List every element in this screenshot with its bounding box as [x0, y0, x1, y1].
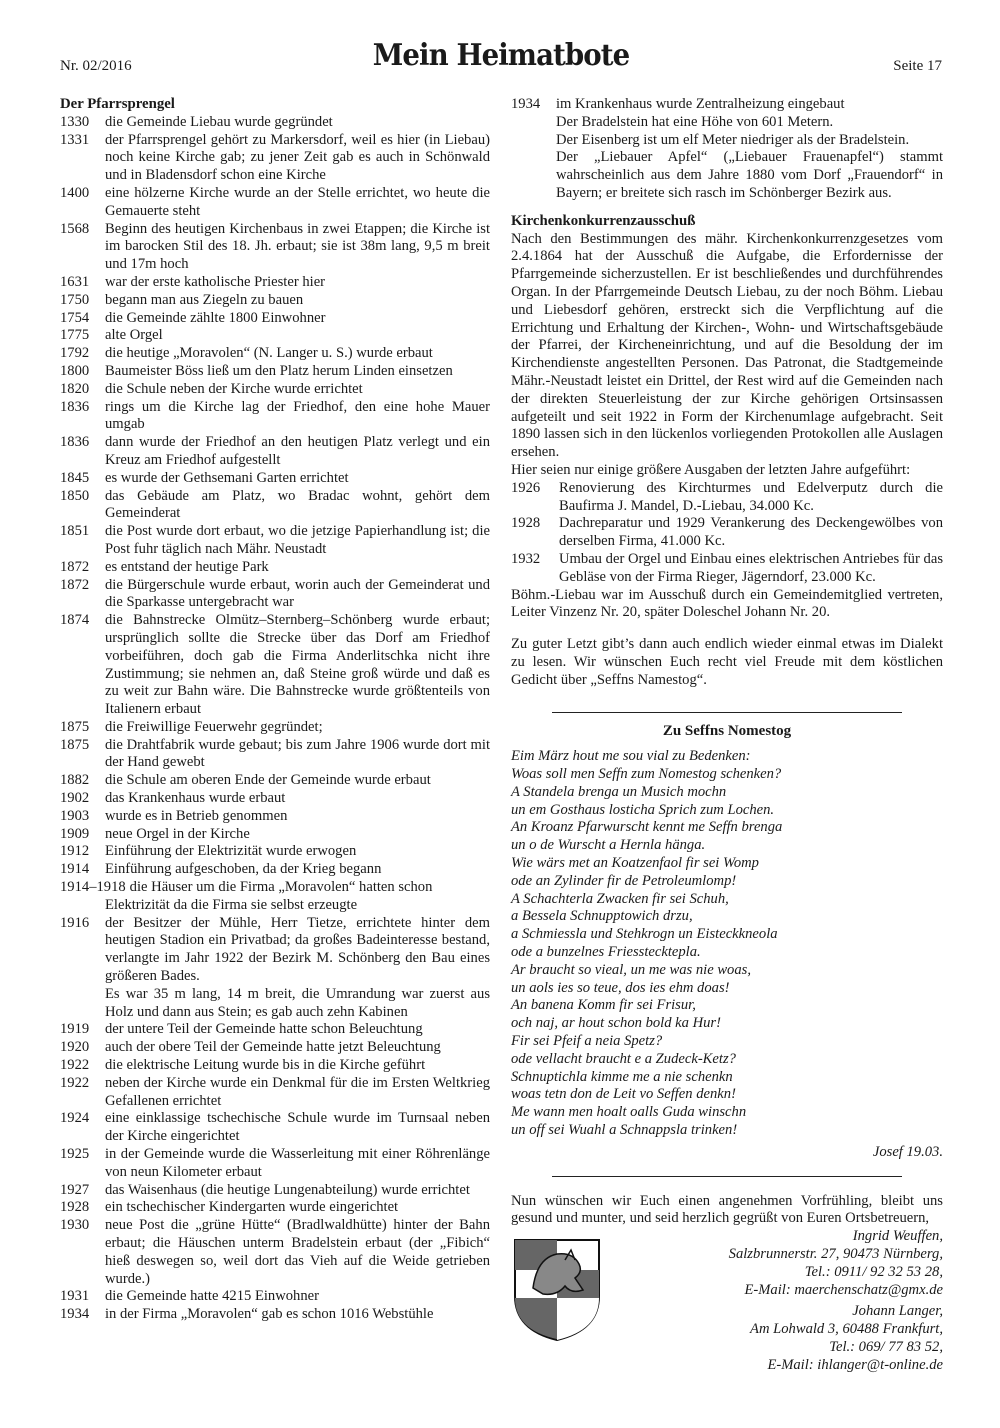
expense-year: 1926	[511, 479, 541, 496]
chronology-entry	[60, 843, 490, 861]
chronology-entry	[60, 1146, 490, 1182]
entry-year: 1872	[60, 558, 90, 575]
entry-text: wurde es in Betrieb genommen	[105, 807, 288, 824]
entry-text: neben der Kirche wurde ein Denkmal für die im Ersten Weltkrieg Gefallenen errichtet	[105, 1074, 490, 1109]
chronology-list	[60, 114, 490, 879]
entry-text: eine hölzerne Kirche wurde an der Stelle errichtet, wo heute die Gemauerte steht	[105, 184, 490, 219]
expense-entry	[511, 515, 943, 551]
expense-text: Renovierung des Kirchturmes und Edelverputz durch die Baufirma J. Mandel, D.-Liebau, 34.000 Kc.	[559, 479, 943, 514]
entry-line: Der Bradelstein hat eine Höhe von 601 Metern.	[556, 113, 834, 130]
entry-text: die Häuser um die Firma „Moravolen“ hatten schon	[129, 879, 433, 896]
chronology-entry	[60, 772, 490, 790]
chronology-entry	[60, 132, 490, 185]
entry-year: 1568	[60, 220, 90, 237]
chronology-entry	[60, 719, 490, 737]
poem-signature: Josef 19.03.	[872, 1143, 943, 1160]
entry-year: 1912	[60, 843, 90, 860]
entry-text: Baumeister Böss ließ um den Platz herum Linden einsetzen	[105, 362, 453, 379]
chronology-entry	[60, 381, 490, 399]
entry-text: der Pfarrsprengel gehört zu Markersdorf, weil es hier (in Liebau) noch keine Kirche gab; zu jener Zeit gab es auch in Schönwald und in Bladensdorf schon eine Kirche	[105, 131, 490, 184]
contact-line: Tel.: 0911/ 92 32 53 28,	[804, 1263, 943, 1280]
entry-year: 1924	[60, 1110, 90, 1127]
entry-text: in der Gemeinde wurde die Wasserleitung mit einer Röhrenlänge von neun Kilometer erbaut	[105, 1146, 490, 1180]
poem-line: woas tetn don de Leit vo Seffen denkn!	[511, 1086, 736, 1103]
chronology-entry	[60, 399, 490, 435]
contact-line: Johann Langer,	[852, 1303, 943, 1320]
poem-body	[511, 748, 943, 1140]
entry-text: war der erste katholische Priester hier	[105, 273, 326, 290]
entry-year: 1836	[60, 398, 90, 415]
entry-text: die Schule neben der Kirche wurde errichtet	[105, 380, 363, 397]
expenses-intro: Hier seien nur einige größere Ausgaben der letzten Jahre aufgeführt:	[511, 461, 911, 478]
chronology-entry	[60, 1110, 490, 1146]
chronology-entry	[60, 292, 490, 310]
entry-year: 1875	[60, 718, 90, 735]
chronology-entry	[60, 470, 490, 488]
chronology-entry	[60, 221, 490, 274]
entry-year: 1750	[60, 291, 90, 308]
entry-year: 1930	[60, 1217, 90, 1234]
entry-line: Der Eisenberg ist um elf Meter niedriger als der Bradelstein.	[556, 131, 910, 148]
entry-year: 1922	[60, 1057, 90, 1074]
entry-year: 1902	[60, 790, 90, 807]
chronology-entry	[60, 1199, 490, 1217]
entry-year: 1931	[60, 1288, 90, 1305]
closing-paragraph: Nun wünschen wir Euch einen angenehmen Vorfrühling, bleibt uns gesund und munter, und seid herzlich gegrüßt von Euren Ortsbetreuern,	[511, 1192, 943, 1227]
chronology-entry	[60, 808, 490, 826]
expense-text: Dachreparatur und 1929 Verankerung des Deckengewölbes von derselben Firma, 41.000 Kc.	[559, 515, 943, 550]
entry-text: die Bürgerschule wurde erbaut, worin auch der Gemeinderat und die Sparkasse untergebracht war	[105, 576, 490, 611]
expense-text: Umbau der Orgel und Einbau eines elektrischen Antriebes für das Gebläse von der Firma Rieger, Jägerndorf, 23.000 Kc.	[559, 550, 943, 585]
chronology-entry-1914-1918	[60, 879, 490, 897]
chronology-entry	[60, 737, 490, 773]
entry-year: 1330	[60, 113, 90, 130]
chronology-entry	[60, 1021, 490, 1039]
contact-line: Am Lohwald 3, 60488 Frankfurt,	[750, 1321, 943, 1338]
entry-year: 1920	[60, 1039, 90, 1056]
right-column	[511, 96, 943, 1428]
entry-text: die Drahtfabrik wurde gebaut; bis zum Jahre 1906 wurde dort mit der Hand gewebt	[105, 736, 490, 771]
chronology-entry	[60, 915, 490, 986]
entry-text: der untere Teil der Gemeinde hatte schon Beleuchtung	[105, 1021, 423, 1038]
poem-line: Me wann men hoalt oalls Guda winschn	[511, 1104, 747, 1121]
chronology-entry	[60, 790, 490, 808]
entry-year: 1919	[60, 1021, 90, 1038]
chronology-entry	[60, 1182, 490, 1200]
entry-text: der Besitzer der Mühle, Herr Tietze, errichtete hinter dem heutigen Stadion ein Privatbad; da großes Badeinteresse bestand, verlangte im Jahr 1922 der Bezirk M. Schönberg den Bau eines größeren Bades.	[105, 914, 490, 985]
contacts-block	[511, 1228, 943, 1428]
expense-year: 1932	[511, 550, 541, 567]
poem-line: un o de Wurscht a Hernla hänga.	[511, 837, 706, 854]
chronology-list-continued	[60, 915, 490, 1324]
page-number: Seite 17	[893, 58, 942, 74]
chronology-entry	[60, 577, 490, 613]
entry-line: im Krankenhaus wurde Zentralheizung eingebaut	[556, 96, 845, 112]
entry-year: 1754	[60, 309, 90, 326]
entry-year: 1882	[60, 772, 90, 789]
poem-line: Woas soll men Seffn zum Nomestog schenken?	[511, 766, 782, 783]
entry-text: Es war 35 m lang, 14 m breit, die Umrandung war zuerst aus Holz und dann aus Stein; es gab auch zehn Kabinen	[105, 985, 490, 1020]
entry-year: 1850	[60, 487, 90, 504]
poem-line: Eim März hout me sou vial zu Bedenken:	[511, 748, 751, 765]
entry-text: dann wurde der Friedhof an den heutigen Platz verlegt und ein Kreuz am Friedhof aufgestellt	[105, 434, 490, 468]
chronology-entry	[60, 327, 490, 345]
entry-text: die Bahnstrecke Olmütz–Sternberg–Schönberg wurde erbaut; ursprünglich sollte die Strecke über das Dorf am Friedhof vorbeiführen, doch gab die Firma Anderlitschka nicht ihre Zustimmung; sie nehmen an, daß Steine groß würde und daß es zu weit zur Bahn wäre. Die Bahnstrecke wurde größtenteils von Italienern erbaut	[105, 612, 490, 718]
dialect-intro-paragraph: Zu guter Letzt gibt’s dann auch endlich wieder einmal etwas im Dialekt zu lesen. Wir wünschen Euch recht viel Freude mit dem köstlichen Gedicht über „Seffns Namestog“.	[511, 636, 943, 688]
entry-text: es wurde der Gethsemani Garten errichtet	[105, 469, 349, 486]
entry-year: 1875	[60, 736, 90, 753]
entry-text: das Waisenhaus (die heutige Lungenabteilung) wurde errichtet	[105, 1181, 470, 1198]
chronology-entry	[60, 185, 490, 221]
poem-line: ode an Zylinder fir de Petroleumlomp!	[511, 872, 737, 889]
entry-year: 1934	[60, 1306, 90, 1323]
entry-year: 1927	[60, 1181, 90, 1198]
chronology-entry	[60, 612, 490, 719]
entry-year: 1845	[60, 469, 90, 486]
entry-text: die heutige „Moravolen“ (N. Langer u. S.) wurde erbaut	[105, 345, 433, 362]
poem-line: A Schachterla Zwacken fir sei Schuh,	[511, 890, 729, 907]
chronology-entry	[60, 1306, 490, 1324]
chronology-entry	[60, 523, 490, 559]
entry-text: neue Post die „grüne Hütte“ (Bradlwaldhütte) hinter der Bahn erbaut; die Häuschen unterm Bradelstein erbaut (der „Fibich“ hieß deswegen so, weil dort das Vieh auf die Weide getrieben wurde.)	[105, 1217, 490, 1287]
poem-line: un em Gosthaus losticha Sprich zum Lochen.	[511, 801, 775, 818]
poem-line: Schnuptichla kimme me a nie schenkn	[511, 1068, 733, 1085]
divider-line	[552, 1176, 902, 1177]
poem-title: Zu Seffns Nomestog	[662, 722, 792, 739]
masthead-title: Mein Heimatbote	[372, 38, 630, 73]
entry-text: in der Firma „Moravolen“ gab es schon 1016 Webstühle	[105, 1306, 434, 1323]
entry-text: begann man aus Ziegeln zu bauen	[105, 291, 304, 308]
entry-text: die Gemeinde Liebau wurde gegründet	[105, 113, 333, 130]
pfarrsprengel-heading: Der Pfarrsprengel	[60, 96, 175, 112]
entry-year: 1934	[511, 96, 541, 112]
entry-1914-1918-continued: Elektrizität da die Firma sie selbst erzeugte	[105, 896, 358, 913]
chronology-entry	[60, 274, 490, 292]
entry-year: 1909	[60, 825, 90, 842]
entry-year: 1836	[60, 434, 90, 451]
entry-line: Der „Liebauer Apfel“ („Liebauer Frauenapfel“) stammt wahrscheinlich aus dem Jahre 1880 vom Dorf „Frauendorf“ in Bayern; er breitete sich rasch im Schönberger Bezirk aus.	[556, 149, 943, 201]
poem-line: An banena Komm fir sei Frisur,	[511, 997, 696, 1014]
entry-year: 1331	[60, 131, 90, 148]
chronology-entry	[60, 861, 490, 879]
chronology-entry	[60, 488, 490, 524]
entry-text: Einführung der Elektrizität wurde erwogen	[105, 843, 357, 860]
entry-text: alte Orgel	[105, 327, 163, 344]
poem-line: Fir sei Pfeif a neia Spetz?	[511, 1033, 663, 1050]
poem-line: un off sei Wuahl a Schnappsla trinken!	[511, 1122, 738, 1139]
entry-text: die Schule am oberen Ende der Gemeinde wurde erbaut	[105, 772, 431, 789]
expense-entry	[511, 551, 943, 587]
entry-year: 1400	[60, 184, 90, 201]
poem-line: An Kroanz Pfarwurscht kennt me Seffn brenga	[511, 819, 783, 836]
entry-text: rings um die Kirche lag der Friedhof, den eine hohe Mauer umgab	[105, 398, 490, 433]
contact-line: Ingrid Weuffen,	[852, 1228, 943, 1245]
divider-line	[552, 712, 902, 713]
entry-text: auch der obere Teil der Gemeinde hatte jetzt Beleuchtung	[105, 1039, 441, 1056]
page-header	[60, 38, 942, 82]
entry-year: 1631	[60, 273, 90, 290]
chronology-entry	[60, 1075, 490, 1111]
entry-year: 1872	[60, 576, 90, 593]
chronology-entry	[60, 1057, 490, 1075]
entry-year: 1800	[60, 362, 90, 379]
entry-year: 1922	[60, 1074, 90, 1091]
chronology-entry	[60, 1288, 490, 1306]
entry-text: das Krankenhaus wurde erbaut	[105, 790, 286, 807]
poem-line: och naj, ar hout schon bold ka Hur!	[511, 1015, 721, 1032]
entry-text: die Gemeinde hatte 4215 Einwohner	[105, 1288, 319, 1305]
entry-text: es entstand der heutige Park	[105, 558, 269, 575]
poem-line: Wie wärs met an Koatzenfaol fir sei Womp	[511, 855, 759, 872]
entry-year: 1792	[60, 345, 90, 362]
poem-line: A Standela brenga un Musich mochn	[511, 783, 727, 800]
kirchenkonkurrenz-heading: Kirchenkonkurrenzausschuß	[511, 212, 696, 229]
entry-text: die elektrische Leitung wurde bis in die Kirche geführt	[105, 1057, 426, 1074]
contact-line: E-Mail: maerchenschatz@gmx.de	[744, 1281, 943, 1298]
entry-year: 1820	[60, 380, 90, 397]
expense-entry	[511, 480, 943, 516]
entry-year: 1874	[60, 612, 90, 629]
chronology-entry	[60, 986, 490, 1022]
entry-text: das Gebäude am Platz, wo Bradac wohnt, gehört dem Gemeinderat	[105, 487, 490, 522]
poem-line: Ar braucht so vieal, un me was nie woas,	[511, 961, 751, 978]
poem-line: a Schmiessla und Stehkrogn un Eisteckkneola	[511, 926, 778, 943]
chronology-entry	[60, 1039, 490, 1057]
entry-year: 1903	[60, 807, 90, 824]
entry-year: 1928	[60, 1199, 90, 1216]
chronology-entry	[60, 345, 490, 363]
entry-text: eine einklassige tschechische Schule wurde im Turnsaal neben der Kirche eingerichtet	[105, 1110, 490, 1145]
entry-year: 1925	[60, 1146, 90, 1163]
entry-text: Beginn des heutigen Kirchenbaus in zwei Etappen; die Kirche ist im barocken Stil des 18. Jh. erbaut; sie ist 38m lang, 9,5 m breit und 17m hoch	[105, 220, 490, 273]
entry-text	[556, 96, 943, 203]
left-column	[60, 96, 490, 1324]
chronology-entry	[60, 310, 490, 328]
chronology-entry	[60, 114, 490, 132]
contact-line: Salzbrunnerstr. 27, 90473 Nürnberg,	[728, 1246, 943, 1263]
poem-line: a Bessela Schnupptowich drzu,	[511, 908, 693, 925]
contact-line: E-Mail: ihlanger@t-online.de	[767, 1356, 943, 1373]
poem-line: ode vellacht braucht e a Zudeck-Ketz?	[511, 1050, 736, 1067]
chronology-entry-1934	[511, 96, 943, 203]
entry-year: 1914–1918	[60, 879, 126, 896]
chronology-entry	[60, 363, 490, 381]
entry-text: Einführung aufgeschoben, da der Krieg begann	[105, 861, 382, 878]
chronology-entry	[60, 434, 490, 470]
entry-year	[60, 986, 105, 1022]
entry-text: die Post wurde dort erbaut, wo die jetzige Papierhandlung ist; die Post fuhr täglich nach Mähr. Neustadt	[105, 523, 490, 557]
entry-year: 1851	[60, 523, 90, 540]
issue-number: Nr. 02/2016	[60, 58, 132, 74]
chronology-entry	[60, 559, 490, 577]
representation-paragraph: Böhm.-Liebau war im Ausschuß durch ein Gemeindemitglied vertreten, Leiter Vinzenz Nr. 20, später Doleschel Johann Nr. 20.	[511, 586, 943, 621]
entry-text: ein tschechischer Kindergarten wurde eingerichtet	[105, 1199, 399, 1216]
entry-text: die Gemeinde zählte 1800 Einwohner	[105, 309, 326, 326]
entry-text: neue Orgel in der Kirche	[105, 825, 250, 842]
entry-year: 1916	[60, 914, 90, 931]
expense-year: 1928	[511, 515, 541, 532]
expenses-list	[511, 480, 943, 587]
poem-line: un aols ies so teue, dos ies ehm doas!	[511, 979, 730, 996]
contact-line: Tel.: 069/ 77 83 52,	[829, 1339, 943, 1355]
chronology-entry	[60, 826, 490, 844]
coat-of-arms-icon	[513, 1238, 601, 1342]
entry-year: 1914	[60, 861, 90, 878]
poem-line: ode a bunzelnes Friesstecktepla.	[511, 944, 701, 961]
entry-year: 1775	[60, 327, 90, 344]
kirchenkonkurrenz-paragraph: Nach den Bestimmungen des mähr. Kirchenkonkurrenzgesetzes vom 2.4.1864 hat der Ausschuß die Aufgabe, die Erfordernisse der Pfarrgemeinde sicherzustellen. Er ist beschließendes und durchführendes Organ. In der Pfarrgemeinde Deutsch Liebau, zu der noch Böhm. Liebau und Liebesdorf gehören, erstreckt sich die Verpflichtung auf die Errichtung und Erhaltung der Kirchen-, Wohn- und Wirtschaftsgebäude der Pfarrei, der Kircheneinrichtung, und auf die Besoldung der im Kirchendienste angestellten Personen. Das Patronat, die Stadtgemeinde Mähr.-Neustadt leistet ein Drittel, der Rest wird auf die Gemeinden nach der direkten Steuerleistung der zur Kirche gehörigen Ortsinsassen aufgeteilt und seit 1922 in Form der Kirchenumlage aufgebracht. Seit 1890 lassen sich in den lückenlos vorliegenden Protokollen alle Auslagen ersehen.	[511, 230, 943, 461]
chronology-entry	[60, 1217, 490, 1288]
entry-text: die Freiwillige Feuerwehr gegründet;	[105, 718, 323, 735]
